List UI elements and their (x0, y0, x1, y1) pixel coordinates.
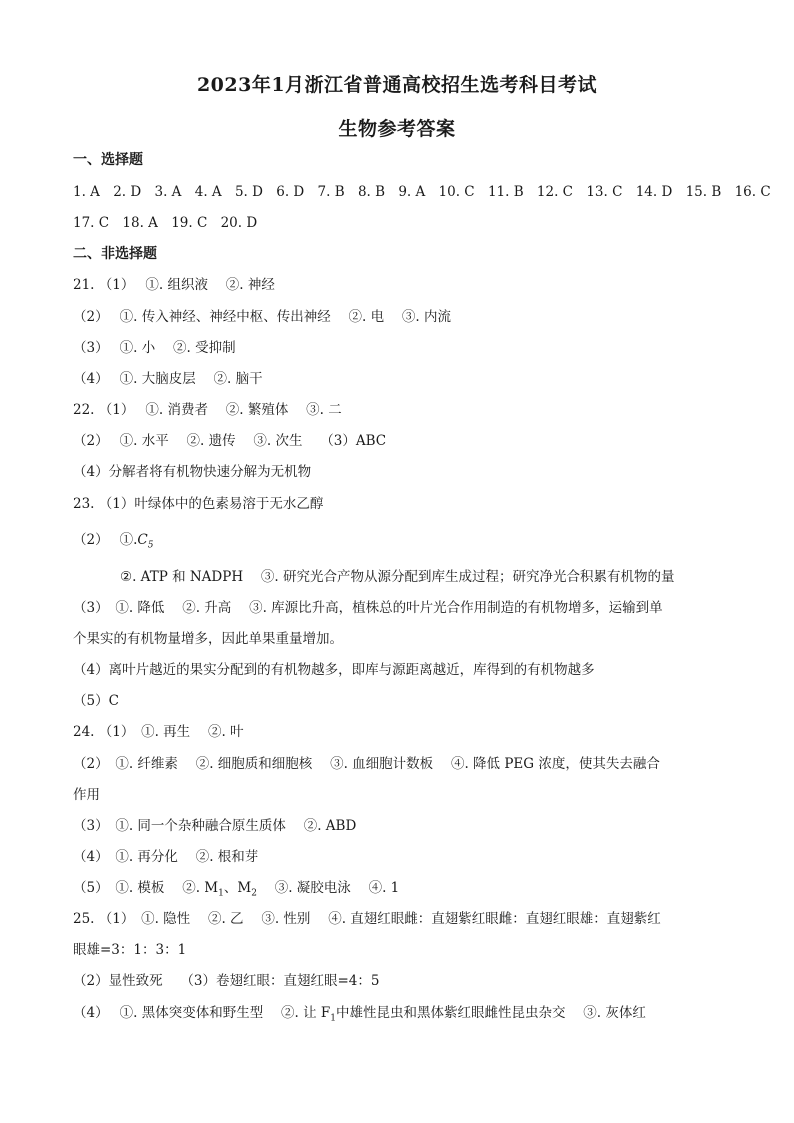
answer-line: 21. （1） ①. 组织液 ②. 神经 (73, 277, 275, 293)
answer-line: ②. ATP 和 NADPH ③. 研究光合产物从源分配到库生成过程；研究净光合积累有机物的量 (120, 569, 675, 585)
formula-letter: C (137, 532, 148, 548)
answer-line: （3） ①. 降低 ②. 升高 ③. 库源比升高，植株总的叶片光合作用制造的有机物增多，运输到单 (73, 600, 663, 616)
answer-line-part: 中雄性昆虫和黑体紫红眼雌性昆虫杂交 ③. 灰体红 (335, 1005, 646, 1021)
choice-answers-row-1 (73, 183, 771, 201)
section-heading-nonchoice: 二、非选择题 (73, 246, 157, 262)
choice-answer: 14. D (635, 184, 673, 200)
answer-line: 24. （1） ①. 再生 ②. 叶 (73, 724, 244, 740)
answer-line: 25. （1） ①. 隐性 ②. 乙 ③. 性别 ④. 直翅红眼雌：直翅紫红眼雌：直翅红眼雄：直翅紫红 (73, 911, 661, 927)
choice-answer: 7. B (317, 184, 345, 200)
answer-line: 22. （1） ①. 消费者 ②. 繁殖体 ③. 二 (73, 402, 342, 418)
subscript: 2 (251, 888, 257, 899)
answer-line: （3） ①. 小 ②. 受抑制 (73, 340, 236, 356)
answer-line-part: ③. 凝胶电泳 ④. 1 (256, 880, 400, 896)
choice-answer: 11. B (487, 184, 524, 200)
answer-line: 23. （1）叶绿体中的色素易溶于无水乙醇 (73, 496, 324, 512)
answer-line (73, 1004, 733, 1028)
answer-line: （4） ①. 再分化 ②. 根和芽 (73, 849, 259, 865)
page-title: 2023年1月浙江省普通高校招生选考科目考试 (196, 74, 598, 96)
choice-answer: 3. A (154, 184, 182, 200)
subscript: 1 (218, 888, 224, 899)
choice-answer: 13. C (586, 184, 623, 200)
answer-line: （2） ①. 水平 ②. 遗传 ③. 次生 （3）ABC (73, 433, 387, 449)
choice-answer: 19. C (171, 215, 208, 231)
formula-c5 (137, 531, 153, 555)
choice-answers-row-2 (73, 214, 733, 232)
answer-line (73, 531, 733, 555)
choice-answer: 8. B (357, 184, 386, 200)
choice-answer: 6. D (276, 184, 305, 200)
answer-line: 作用 (73, 787, 100, 803)
choice-answer: 5. D (234, 184, 263, 200)
page-subtitle: 生物参考答案 (338, 118, 456, 140)
section-heading-choice: 一、选择题 (73, 152, 143, 168)
choice-answer: 12. C (536, 184, 574, 200)
answer-line: （4）分解者将有机物快速分解为无机物 (73, 464, 312, 480)
choice-answer: 17. C (73, 215, 110, 231)
choice-answer: 18. A (122, 215, 158, 231)
answer-line: （2） ①. 纤维素 ②. 细胞质和细胞核 ③. 血细胞计数板 ④. 降低 PEG 浓度，使其失去融合 (73, 756, 660, 772)
choice-answer: 2. D (113, 184, 142, 200)
answer-line: （4） ①. 大脑皮层 ②. 脑干 (73, 371, 263, 387)
choice-answer: 16. C (734, 184, 771, 200)
answer-line-part: （5） ①. 模板 ②. M (73, 880, 219, 896)
answer-line-part: （4） ①. 黑体突变体和野生型 ②. 让 F (73, 1005, 331, 1021)
choice-answer: 9. A (398, 184, 426, 200)
answer-line-part: 、M (223, 880, 252, 896)
answer-line-prefix: （2） ①. (73, 532, 138, 548)
subscript: 1 (330, 1013, 336, 1024)
answer-line (73, 879, 733, 903)
formula-subscript: 5 (147, 540, 154, 551)
answer-line: 眼雄=3：1：3：1 (73, 942, 187, 958)
choice-answer: 4. A (194, 184, 222, 200)
choice-answer: 15. B (685, 184, 722, 200)
answer-line: （3） ①. 同一个杂种融合原生质体 ②. ABD (73, 818, 357, 834)
answer-line: （4）离叶片越近的果实分配到的有机物越多，即库与源距离越近，库得到的有机物越多 (73, 662, 595, 678)
choice-answer: 20. D (220, 215, 258, 231)
answer-line: （5）C (73, 693, 119, 709)
choice-answer: 1. A (73, 184, 100, 200)
answer-line: （2）显性致死 （3）卷翅红眼：直翅红眼=4：5 (73, 973, 380, 989)
choice-answer: 10. C (438, 184, 475, 200)
answer-line: （2） ①. 传入神经、神经中枢、传出神经 ②. 电 ③. 内流 (73, 309, 451, 325)
answer-line: 个果实的有机物量增多，因此单果重量增加。 (73, 631, 343, 647)
